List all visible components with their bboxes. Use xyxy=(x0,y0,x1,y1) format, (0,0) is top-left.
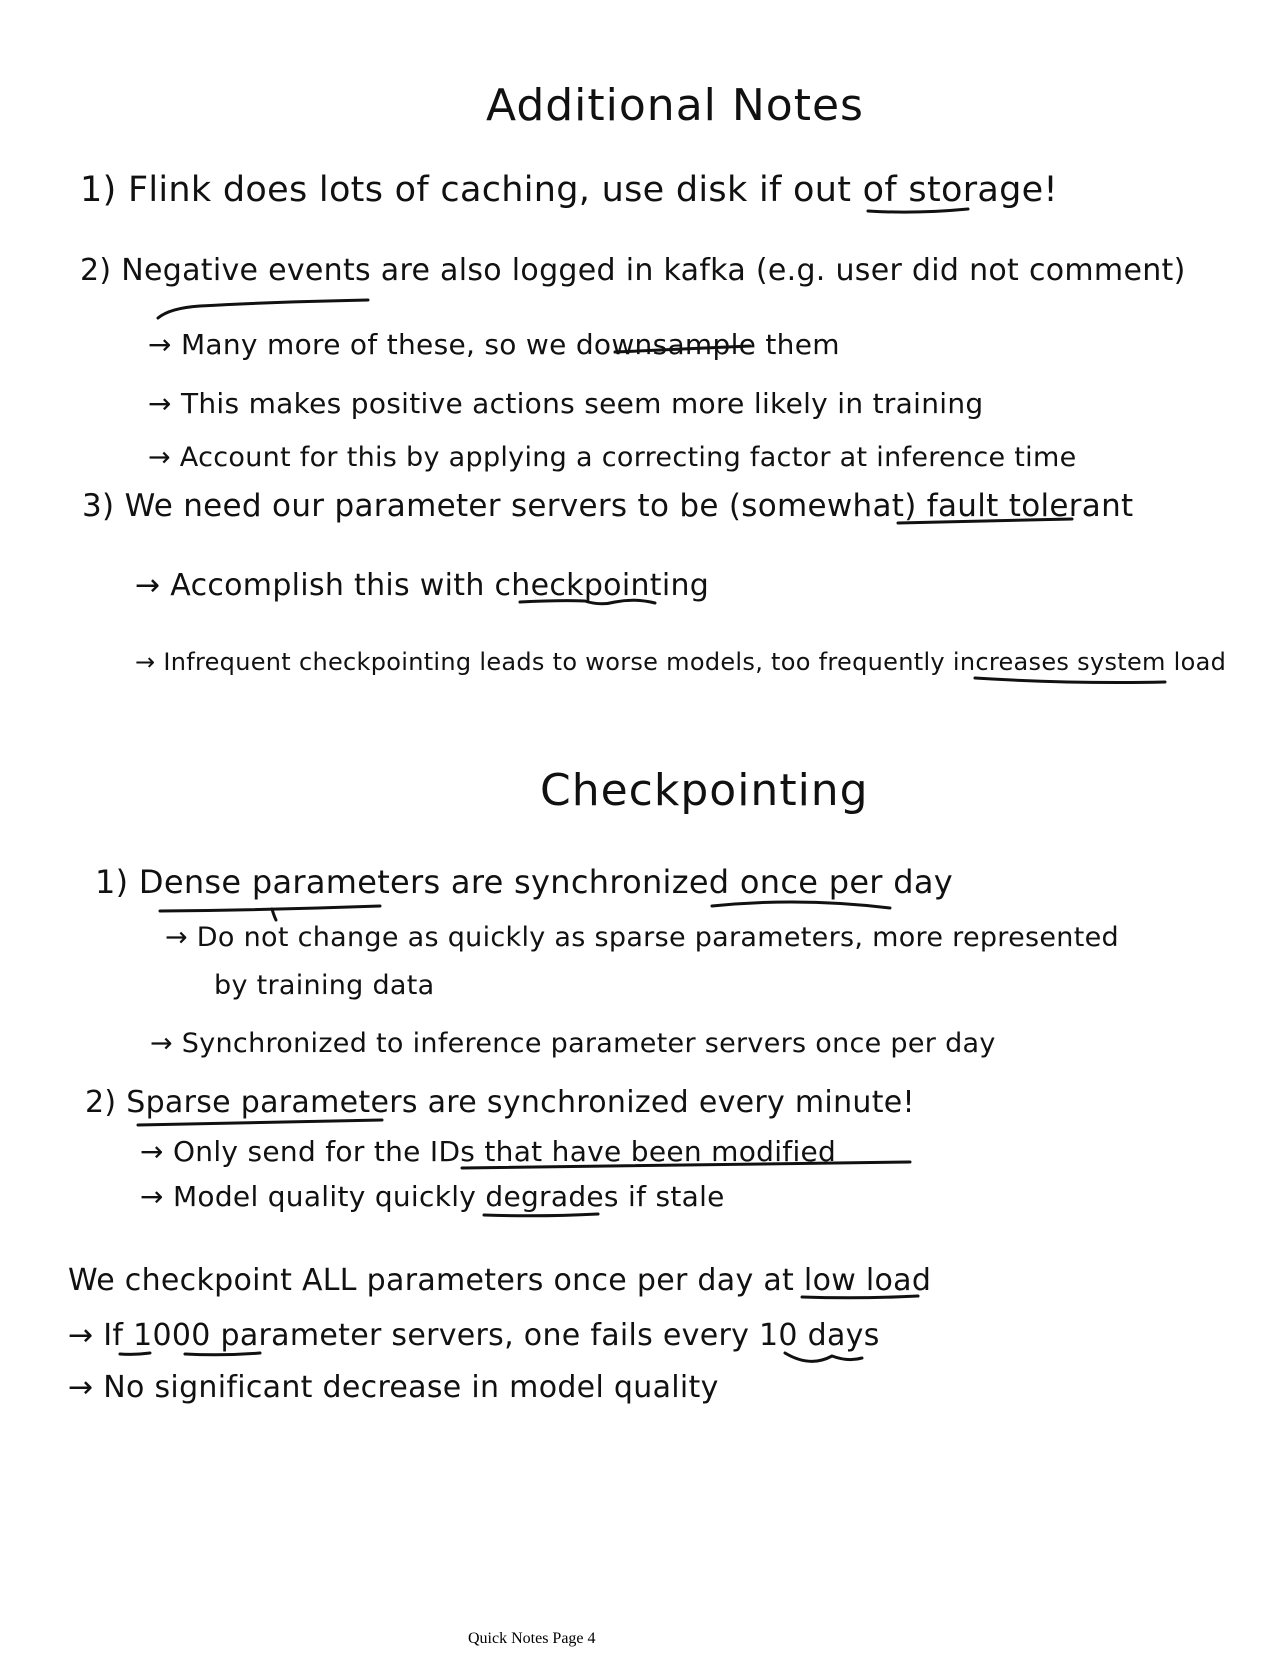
note-subline: → Synchronized to inference parameter servers once per day xyxy=(150,1028,996,1059)
section-title-checkpointing: Checkpointing xyxy=(540,765,869,816)
underline-if xyxy=(120,1353,150,1354)
page-footer: Quick Notes Page 4 xyxy=(468,1630,596,1647)
note-subline: → Accomplish this with checkpointing xyxy=(135,568,710,603)
section-title-additional-notes: Additional Notes xyxy=(486,80,864,131)
underline-increases-system-load xyxy=(975,678,1165,683)
note-subline: → Do not change as quickly as sparse parameters, more represented xyxy=(165,922,1119,953)
underline-1000 xyxy=(185,1353,260,1355)
note-line: We checkpoint ALL parameters once per day at low load xyxy=(68,1263,932,1298)
underline-dense-parameters xyxy=(160,906,380,911)
note-line: 2) Negative events are also logged in kafka (e.g. user did not comment) xyxy=(80,253,1186,288)
note-subline: → Account for this by applying a correcting factor at inference time xyxy=(148,442,1077,473)
note-subline: → This makes positive actions seem more likely in training xyxy=(148,387,984,420)
underline-negative-events xyxy=(158,300,368,318)
note-subline: → Only send for the IDs that have been modified xyxy=(140,1135,837,1168)
underline-degrades xyxy=(484,1214,598,1216)
note-subline: → Infrequent checkpointing leads to worse models, too frequently increases system load xyxy=(135,648,1227,676)
underline-dense-curve xyxy=(272,909,276,920)
note-subline: → If 1000 parameter servers, one fails every 10 days xyxy=(68,1318,880,1353)
note-subline: → No significant decrease in model quality xyxy=(68,1370,719,1405)
note-line: 2) Sparse parameters are synchronized every minute! xyxy=(85,1085,915,1120)
note-line: 1) Dense parameters are synchronized once per day xyxy=(95,863,953,901)
note-subline: by training data xyxy=(214,970,435,1001)
note-line: 1) Flink does lots of caching, use disk if out of storage! xyxy=(80,170,1058,210)
underline-10-days xyxy=(785,1353,862,1361)
note-subline: → Many more of these, so we downsample them xyxy=(148,328,840,361)
note-line: 3) We need our parameter servers to be (somewhat) fault tolerant xyxy=(82,488,1134,524)
underline-sparse-parameters xyxy=(138,1120,382,1125)
underline-once-per-day xyxy=(712,902,890,908)
note-subline: → Model quality quickly degrades if stale xyxy=(140,1180,725,1213)
